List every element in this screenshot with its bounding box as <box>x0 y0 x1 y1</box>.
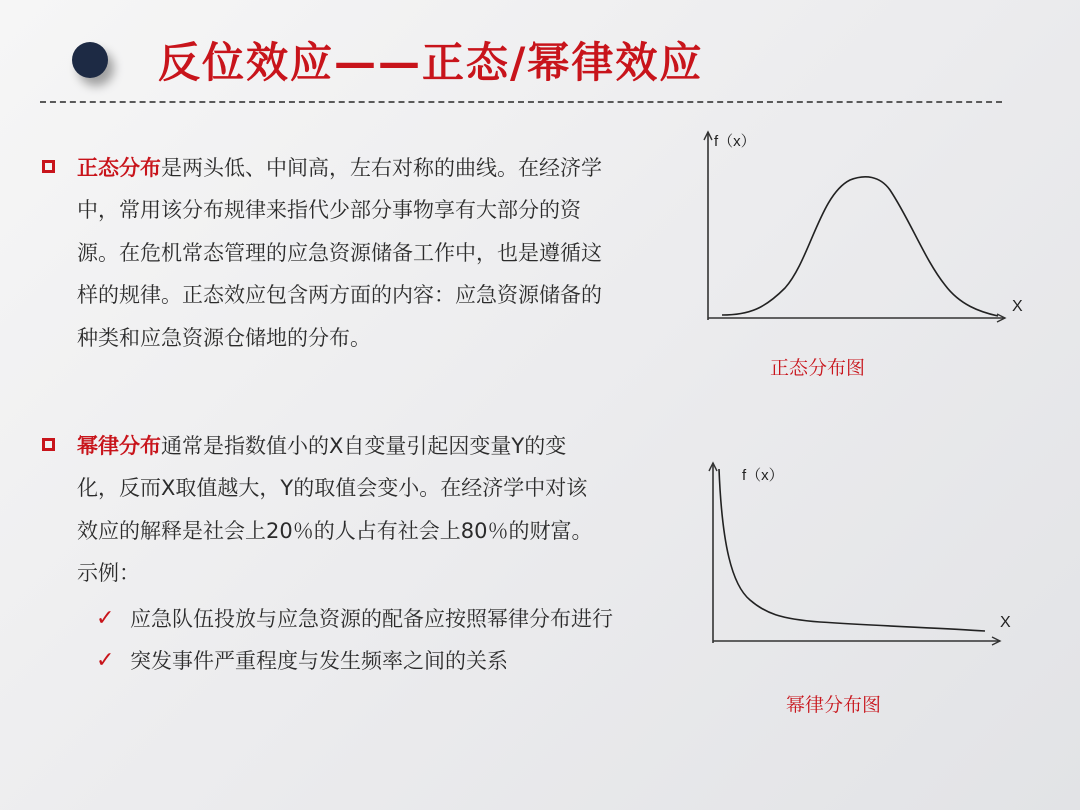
normal-distribution-chart <box>680 120 1040 335</box>
square-bullet-icon <box>42 438 55 451</box>
paragraph-power-law <box>42 425 602 595</box>
paragraph-text <box>77 147 602 359</box>
title-divider <box>40 101 1002 103</box>
x-axis <box>708 314 1005 322</box>
example-text: 突发事件严重程度与发生频率之间的关系 <box>130 649 508 673</box>
normal-chart-caption: 正态分布图 <box>770 357 866 379</box>
checkmark-icon: ✓ <box>96 606 115 631</box>
power-law-curve <box>719 469 985 631</box>
page-title: 反位效应——正态/幂律效应 <box>158 38 704 87</box>
x-axis <box>713 637 1000 645</box>
term-normal-distribution: 正态分布 <box>77 156 161 180</box>
x-axis-label: X <box>1012 298 1023 315</box>
term-power-law: 幂律分布 <box>77 434 161 458</box>
paragraph-body: 通常是指数值小的X自变量引起因变量Y的变化，反而X取值越大，Y的取值会变小。在经济学中对该效应的解释是社会上20％的人占有社会上80％的财富。示例： <box>77 434 593 586</box>
y-axis-label: f（x） <box>714 133 756 150</box>
square-bullet-icon <box>42 160 55 173</box>
example-item <box>96 598 616 640</box>
example-text: 应急队伍投放与应急资源的配备应按照幂律分布进行 <box>130 607 613 631</box>
y-axis-label: f（x） <box>742 467 784 484</box>
y-axis <box>709 463 717 643</box>
checkmark-icon: ✓ <box>96 648 115 673</box>
title-dot-icon <box>72 42 108 78</box>
paragraph-body: 是两头低、中间高，左右对称的曲线。在经济学中，常用该分布规律来指代少部分事物享有大部分的资源。在危机常态管理的应急资源储备工作中，也是遵循这样的规律。正态效应包含两方面的内容：应急资源储备的种类和应急资源仓储地的分布。 <box>77 156 602 350</box>
paragraph-normal-distribution <box>42 147 602 359</box>
power-law-chart-caption: 幂律分布图 <box>786 694 882 716</box>
x-axis-label: X <box>1000 614 1011 631</box>
power-law-chart <box>680 455 1040 655</box>
normal-curve <box>722 177 998 316</box>
paragraph-text <box>77 425 602 595</box>
example-item <box>96 640 616 682</box>
example-list <box>96 598 616 682</box>
y-axis <box>704 132 712 320</box>
